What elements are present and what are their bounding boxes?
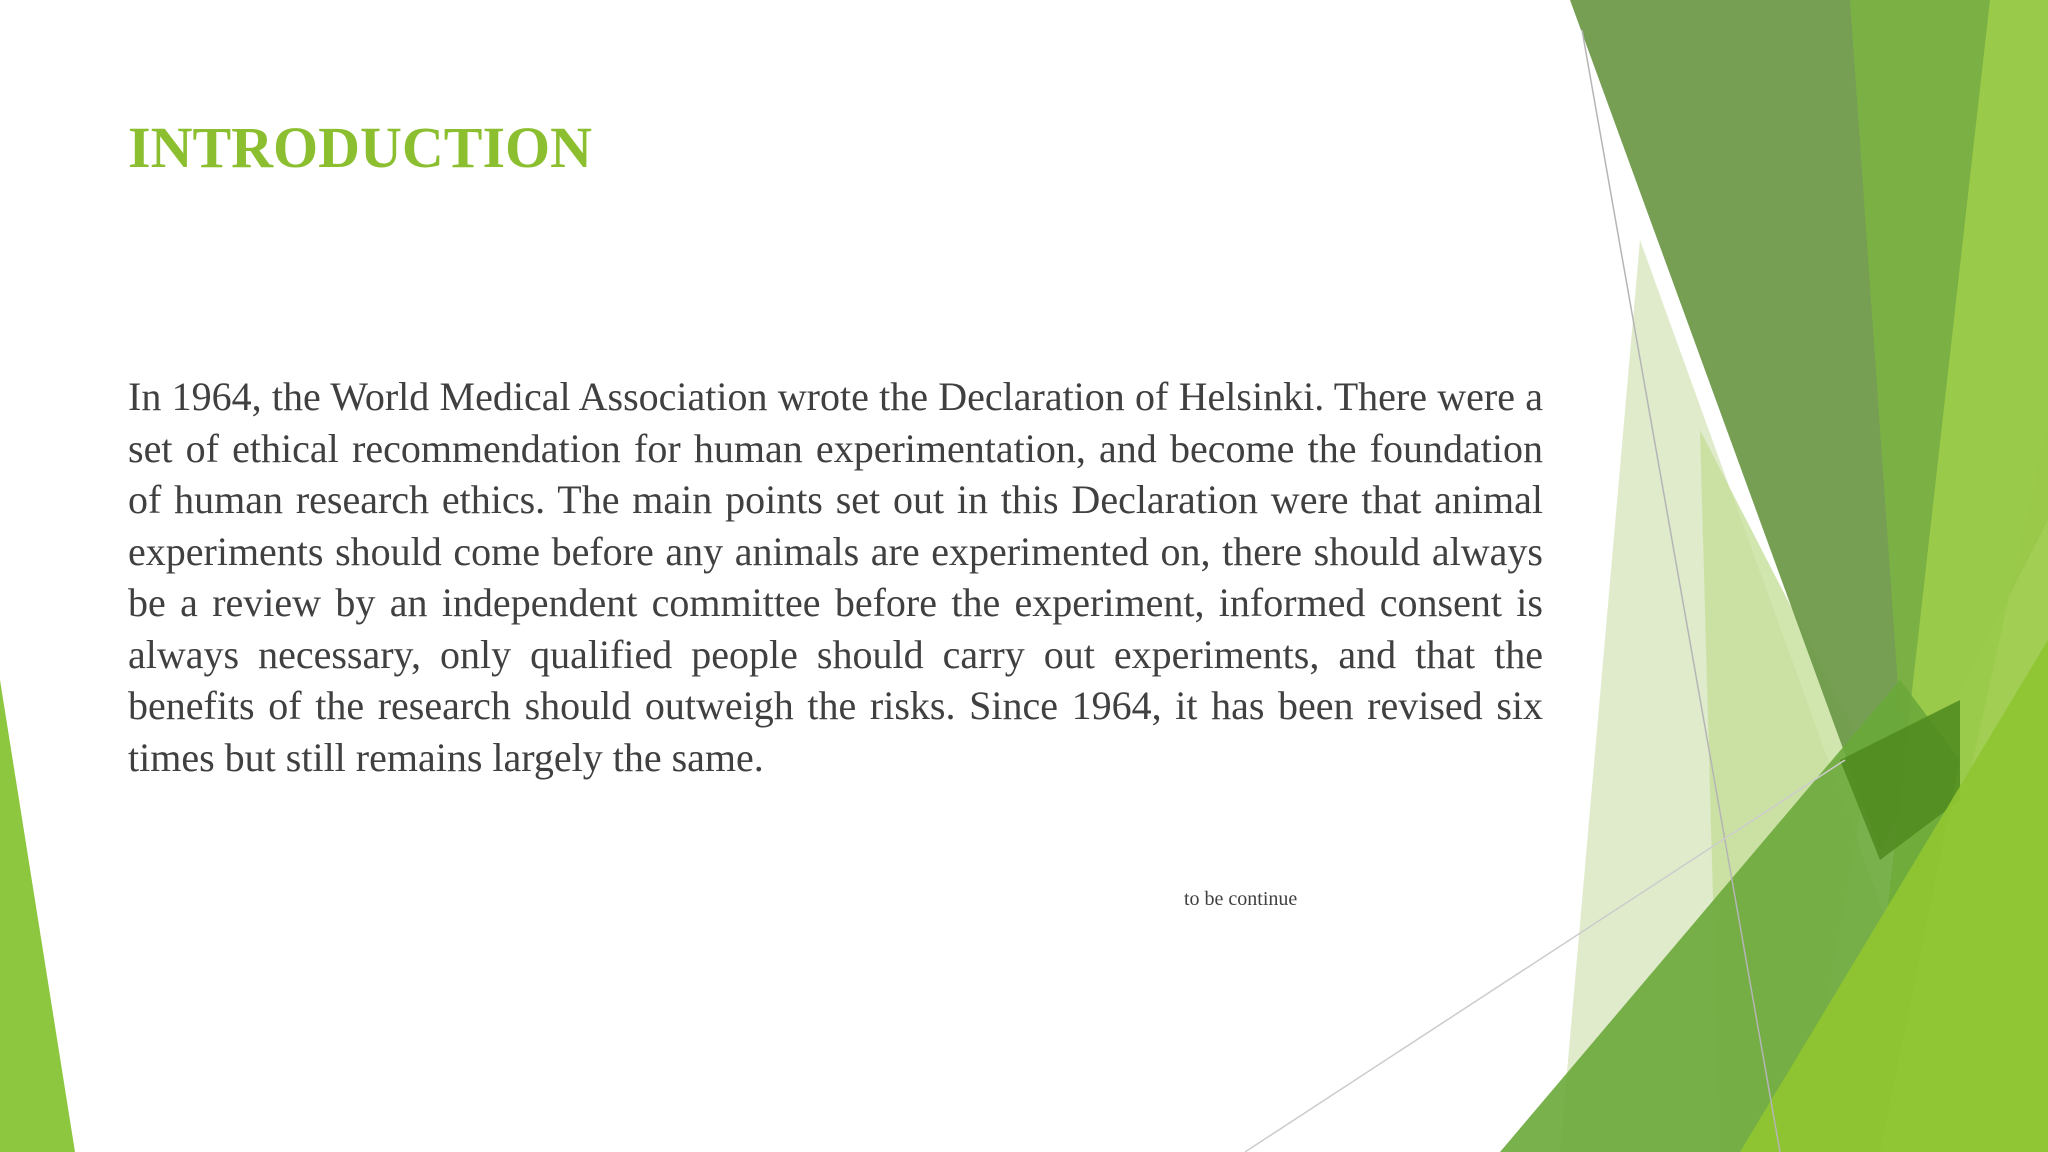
body-paragraph: In 1964, the World Medical Association wrote the Declaration of Helsinki. There were a set of ethical recommendation for human experimentation, and become the foundation of human research ethics. The main points set out in this Declaration were that animal experiments should come before any animals are experimented on, there should always be a review by an independent committee before the experiment, informed consent is always necessary, only qualified people should carry out experiments, and that the benefits of the research should outweigh the risks. Since 1964, it has been revised six times but still remains largely the same. — [128, 374, 1543, 780]
continuation-note: to be continue — [1184, 888, 1298, 910]
left-green-sliver — [0, 680, 75, 1152]
slide-title: INTRODUCTION — [128, 115, 593, 180]
